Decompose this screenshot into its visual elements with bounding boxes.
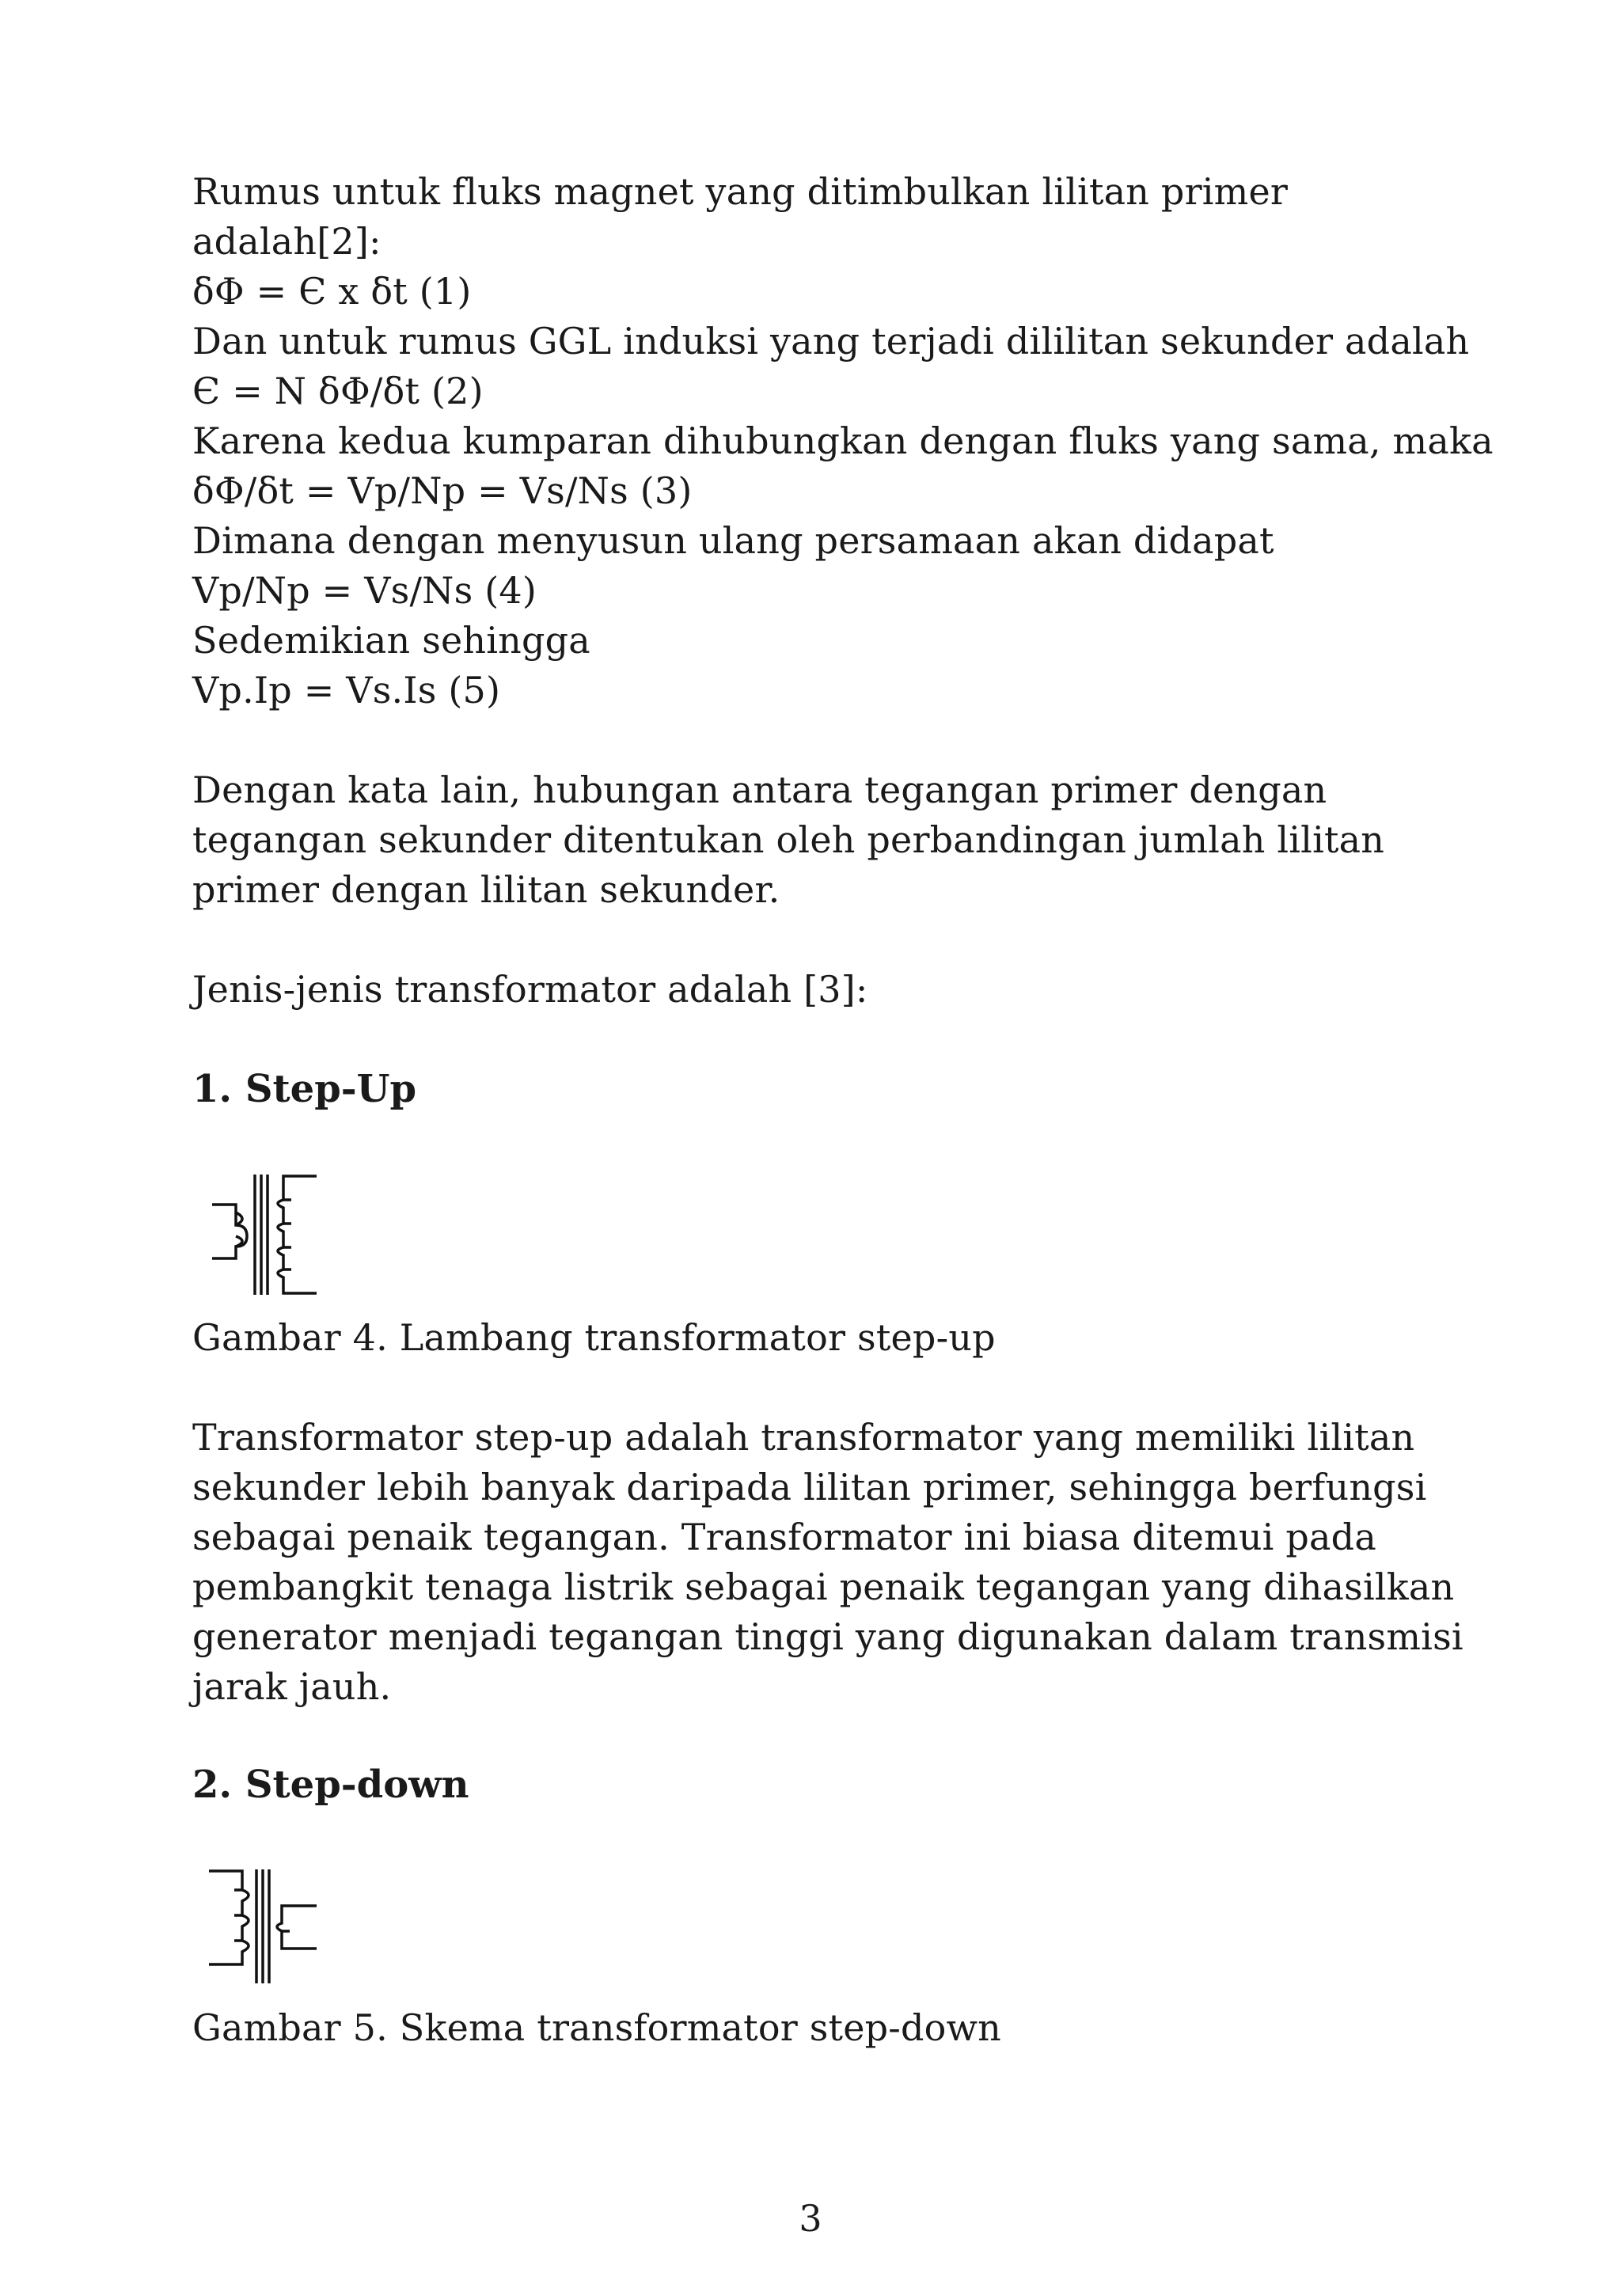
equation-3: δΦ/δt = Vp/Np = Vs/Ns (3) <box>192 469 693 512</box>
step-down-heading: 2. Step-down <box>192 1763 469 1807</box>
summary-line: Dengan kata lain, hubungan antara tegangan primer dengan <box>192 768 1327 811</box>
step-up-body-line: pembangkit tenaga listrik sebagai penaik tegangan yang dihasilkan <box>192 1565 1455 1608</box>
step-down-transformer-symbol-icon <box>204 1866 323 1987</box>
summary-line: primer dengan lilitan sekunder. <box>192 868 780 911</box>
step-up-transformer-symbol-icon <box>207 1171 322 1298</box>
step-up-body-line: sebagai penaik tegangan. Transformator ini biasa ditemui pada <box>192 1516 1376 1558</box>
summary-line: tegangan sekunder ditentukan oleh perbandingan jumlah lilitan <box>192 818 1385 861</box>
intro-line: Dan untuk rumus GGL induksi yang terjadi dililitan sekunder adalah <box>192 320 1470 362</box>
intro-line: Dimana dengan menyusun ulang persamaan akan didapat <box>192 519 1274 562</box>
step-up-body-line: sekunder lebih banyak daripada lilitan primer, sehingga berfungsi <box>192 1466 1427 1509</box>
equation-5: Vp.Ip = Vs.Is (5) <box>192 669 501 712</box>
page-number: 3 <box>799 2197 822 2240</box>
figure-4-caption: Gambar 4. Lambang transformator step-up <box>192 1316 996 1359</box>
equation-2: Є = N δΦ/δt (2) <box>192 370 484 412</box>
intro-line: Rumus untuk fluks magnet yang ditimbulkan lilitan primer <box>192 170 1289 213</box>
step-up-heading: 1. Step-Up <box>192 1067 417 1111</box>
equation-4: Vp/Np = Vs/Ns (4) <box>192 569 537 612</box>
equation-1: δΦ = Є x δt (1) <box>192 270 472 313</box>
intro-line: Sedemikian sehingga <box>192 619 590 662</box>
figure-5-caption: Gambar 5. Skema transformator step-down <box>192 2006 1001 2049</box>
intro-line: Karena kedua kumparan dihubungkan dengan fluks yang sama, maka <box>192 419 1494 462</box>
step-up-body-line: Transformator step-up adalah transformator yang memiliki lilitan <box>192 1416 1415 1459</box>
intro-line: adalah[2]: <box>192 220 382 263</box>
step-up-body-line: jarak jauh. <box>192 1665 392 1708</box>
step-up-body-line: generator menjadi tegangan tinggi yang digunakan dalam transmisi <box>192 1615 1463 1658</box>
types-intro: Jenis-jenis transformator adalah [3]: <box>192 968 868 1011</box>
